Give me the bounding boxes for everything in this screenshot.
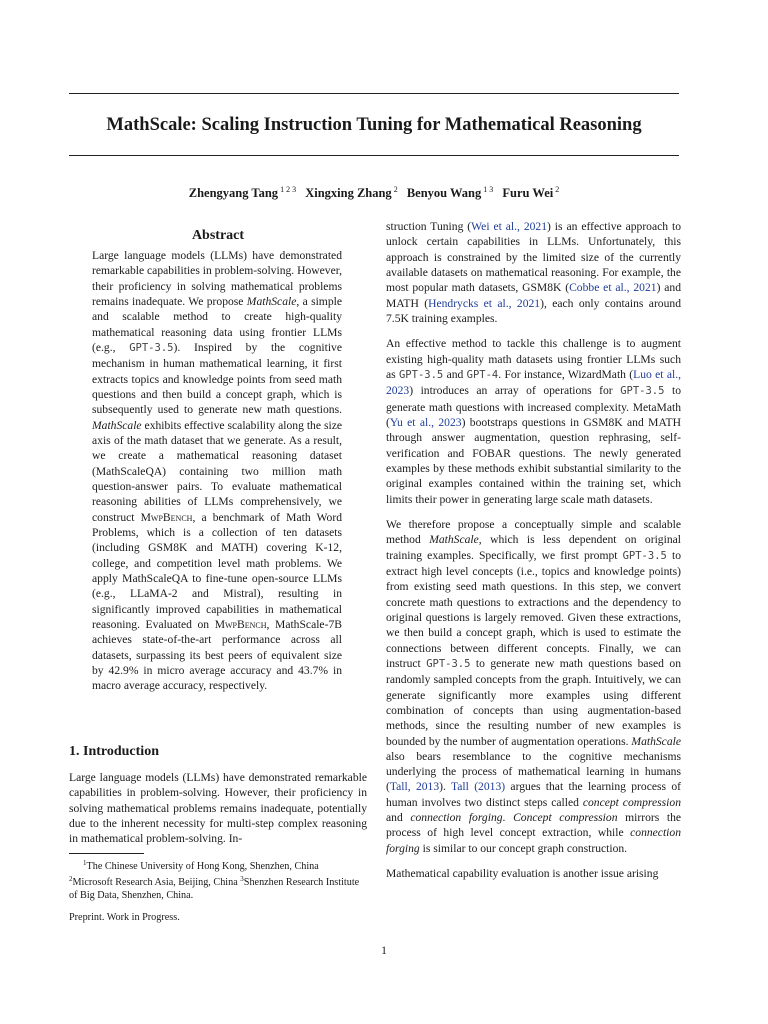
text-run: exhibits effective scalability along the size axis of the math dataset that we generate. As a result, we create a mathematical reasoning dataset (MathScaleQA) containing two million math question-answer pairs. To evaluate mathematical reasoning abilities of LLMs comprehensively, we construct [92, 418, 342, 524]
italic-term: MathScale [92, 418, 142, 432]
author-affiliation: 2 [555, 185, 560, 194]
text-run: ). [439, 780, 452, 794]
author-affiliation: 1 3 [483, 185, 494, 194]
citation-link[interactable]: Cobbe et al., 2021 [569, 281, 657, 295]
right-paragraph-3 [386, 517, 681, 856]
author-3 [407, 186, 493, 200]
text-run: , which is less dependent on original training examples. Specifically, we first prompt [386, 533, 681, 562]
citation-link[interactable]: Luo et al., 2023 [386, 367, 681, 398]
author-affiliation: 2 [393, 185, 398, 194]
author-2 [305, 186, 398, 200]
model-name: GPT-4 [466, 368, 499, 381]
model-name: GPT-3.5 [622, 549, 667, 562]
abstract-text [92, 248, 342, 694]
right-paragraph-2 [386, 336, 681, 507]
abstract-heading: Abstract [191, 228, 245, 243]
text-run: . For instance, WizardMath ( [498, 367, 634, 381]
author-1 [189, 186, 296, 200]
text-run: Large language models (LLMs) have demonstrated remarkable capabilities in problem-solving. However, their proficiency in solving mathematical problems remains inadequate, potentially due to the inherent necessity for multi-step complex reasoning in mathematical problem-solving. In- [69, 771, 367, 846]
author-name: Furu Wei [502, 186, 554, 200]
text-run: , a simple and scalable method to create high-quality mathematical reasoning data using frontier LLMs (e.g., [92, 294, 342, 354]
text-run: ) introduces an array of operations for [409, 384, 621, 398]
italic-term: connection forging [386, 826, 681, 855]
text-run: also bears resemblance to the cognitive mechanisms underlying the process of mathematical learning in humans ( [386, 749, 681, 794]
text-run: , MathScale-7B achieves state-of-the-art performance across all datasets, surpassing its best peers of equivalent size by 42.9% in micro average accuracy and 43.7% in macro average accuracy, respectively. [92, 617, 342, 693]
text-run: is similar to our concept graph construction. [419, 841, 628, 855]
citation-link[interactable]: Yu et al., 2023 [389, 415, 462, 429]
author-affiliation: 1 2 3 [280, 185, 297, 194]
text-run: Mathematical capability evaluation is another issue arising [386, 867, 659, 881]
title-rule-top [69, 93, 679, 94]
text-run: struction Tuning ( [386, 220, 472, 233]
text-run: ) bootstraps questions in GSM8K and MATH through answer augmentation, question rephrasing, self-verification and FOBAR questions. The newly generated examples by these methods exhibit substantial similarity to the original examples contained within the training set, which limits their power in generating large scale math datasets. [386, 415, 681, 506]
model-name: GPT-3.5 [129, 341, 174, 354]
benchmark-name: MwpBench [140, 510, 193, 524]
text-run: to extract high level concepts (i.e., topics and knowledge points) from existing seed math questions. In this step, we convert concrete math questions to extractions and the dependency to original questions is largely removed. Given these extractions, we then build a concept graph, which is used to estimate the connections between different concepts. Finally, we can instruct [386, 548, 681, 670]
footnote-2: $^2$Microsoft Research Asia, Beijing, China $^3$Shenzhen Research Institute of Big Data, Shenzhen, China. [69, 875, 360, 901]
author-list [69, 181, 679, 202]
text-run: We therefore propose a conceptually simple and scalable method [386, 517, 681, 547]
model-name: GPT-3.5 [620, 385, 665, 398]
text-run: ) and MATH ( [386, 281, 682, 310]
author-4 [502, 186, 559, 200]
paper-title: MathScale: Scaling Instruction Tuning for Mathematical Reasoning [106, 115, 642, 135]
citation-link[interactable]: Hendrycks et al., 2021 [428, 296, 541, 310]
citation-link[interactable]: Tall (2013) [451, 780, 506, 794]
benchmark-name: MwpBench [214, 617, 267, 631]
italic-term: MathScale [246, 294, 297, 308]
page-number: 1 [381, 944, 387, 957]
text-run: ) is an effective approach to unlock certain capabilities in LLMs. Unfortunately, this approach is constrained by the limited size of the currently available datasets on mathematical reasoning. For example, the most popular math datasets, GSM8K ( [386, 220, 682, 295]
text-run: to generate new math questions based on randomly sampled concepts from the graph. Intuitively, we can generate significantly more examples using different combination of concepts than using augmentation-based methods, since the resulting number of new examples is bounded by the number of augmentation operations. [386, 656, 681, 748]
preprint-notice: Preprint. Work in Progress. [69, 912, 180, 923]
text-run: . [502, 811, 514, 825]
introduction-heading: 1. Introduction [69, 744, 159, 759]
text-run: and [443, 367, 467, 381]
text-run: , a benchmark of Math Word Problems, which is a collection of ten datasets (including GSM8K and MATH) covering K-12, college, and competition level math problems. We apply MathScaleQA to fine-tune open-source LLMs (e.g., LLaMA-2 and Mistral), resulting in significantly improved capabilities in mathematical reasoning. Evaluated on [92, 510, 342, 631]
affiliation-footnotes [69, 857, 367, 902]
footnote-rule [69, 853, 144, 854]
text-run: Large language models (LLMs) have demonstrated remarkable capabilities in problem-solving. However, their proficiency in solving mathematical problems remains inadequate. We propose [92, 249, 343, 308]
text-run: and [386, 811, 411, 825]
right-paragraph-4 [386, 866, 681, 881]
text-run: ), each only contains around 7.5K training examples. [386, 296, 681, 325]
text-run: An effective method to tackle this challenge is to augment existing high-quality math datasets using frontier LLMs such as [386, 337, 681, 381]
introduction-paragraph [69, 770, 367, 847]
italic-term: concept compression [582, 795, 681, 809]
right-paragraph-1 [386, 219, 681, 326]
author-name: Benyou Wang [406, 186, 482, 200]
right-column [386, 219, 681, 891]
citation-link[interactable]: Tall, 2013 [389, 780, 440, 794]
author-name: Xingxing Zhang [305, 186, 392, 200]
author-name: Zhengyang Tang [188, 186, 279, 200]
footnote-1: $^1$The Chinese University of Hong Kong, Shenzhen, China [83, 859, 319, 872]
italic-term: Concept compression [513, 811, 618, 825]
text-run: ). Inspired by the cognitive mechanism in human mathematical learning, it first extracts topics and knowledge points from seed math questions and then build a concept graph, which is subsequently used to generate new math questions. [92, 340, 342, 417]
citation-link[interactable]: Wei et al., 2021 [471, 220, 548, 233]
italic-term: MathScale [631, 734, 681, 748]
italic-term: connection forging [410, 811, 503, 825]
text-run: argues that the learning process of human involves two distinct steps called [386, 780, 681, 809]
text-run: mirrors the process of high level concept extraction, while [386, 811, 682, 840]
italic-term: MathScale [429, 533, 479, 547]
model-name: GPT-3.5 [426, 657, 471, 670]
title-rule-bottom [69, 155, 679, 156]
text-run: to generate math questions with increased complexity. MetaMath ( [386, 384, 682, 429]
model-name: GPT-3.5 [398, 368, 444, 381]
